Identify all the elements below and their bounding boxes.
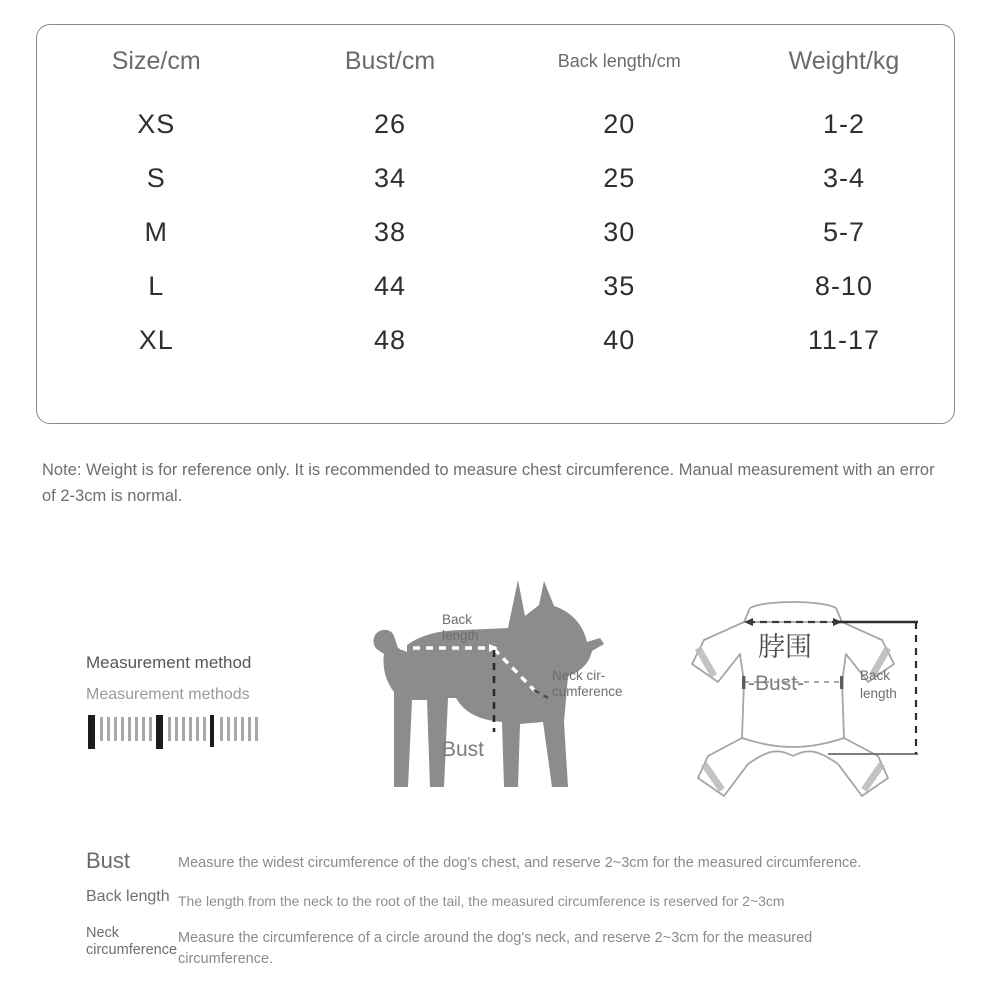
cell-size: M [144,216,168,247]
table-row [37,259,954,313]
definition-term-neck-circumference: Neck circumference [86,925,178,959]
cell-size: S [146,162,166,193]
cell-back-length: 20 [603,108,636,139]
table-row [37,97,954,151]
cell-size: L [148,270,165,301]
column-header-back-length: Back length/cm [557,50,681,71]
table-row [37,151,954,205]
cell-bust: 44 [374,270,407,301]
dog-label-bust: Bust [442,738,485,761]
cell-weight: 5-7 [822,216,865,247]
column-header-size: Size/cm [111,46,201,75]
dog-label-neck-line2: cumference [552,684,623,699]
dog-label-back-length-line1: Back [442,612,473,627]
measurement-method-block [86,652,336,756]
garment-label-bust: -Bust- [748,672,805,695]
dog-measurement-diagram [368,572,630,809]
definition-row-back-length [86,888,876,911]
garment-label-back-length-line2: length [860,686,897,701]
cell-back-length: 25 [603,162,636,193]
table-header-row [37,25,954,97]
table-row [37,313,954,367]
cell-bust: 34 [374,162,407,193]
definition-term-back-length: Back length [86,888,170,906]
cell-back-length: 30 [603,216,636,247]
definition-desc-back-length: The length from the neck to the root of the tail, the measured circumference is reserved for 2~3cm [178,893,785,910]
cell-weight: 11-17 [807,324,880,355]
measurement-method-title: Measurement method [86,653,252,672]
definition-desc-neck-circumference: Measure the circumference of a circle around the dog's neck, and reserve 2~3cm for the measured circumference. [178,930,813,968]
definition-row-bust [86,848,876,874]
cell-size: XS [137,108,176,139]
column-header-bust: Bust/cm [344,46,436,75]
cell-weight: 1-2 [822,108,865,139]
definition-desc-bust: Measure the widest circumference of the dog's chest, and reserve 2~3cm for the measured circumference. [178,855,862,871]
dog-label-neck-line1: Neck cir- [552,668,606,683]
table-row [37,205,954,259]
cell-back-length: 40 [603,324,636,355]
definition-list [86,848,876,984]
garment-label-neck-cjk: 脖围 [758,632,812,663]
cell-bust: 48 [374,324,407,355]
definition-term-bust: Bust [86,848,131,873]
size-table-card [36,24,955,424]
note-text: Note: Weight is for reference only. It is recommended to measure chest circumference. Manual measurement with an error of 2-3cm is normal. [42,461,935,505]
garment-measurement-diagram [682,578,944,815]
column-header-weight: Weight/kg [788,46,900,75]
ruler-icon [86,713,336,756]
cell-bust: 26 [374,108,407,139]
cell-weight: 3-4 [822,162,865,193]
measurement-method-subtitle: Measurement methods [86,686,250,704]
size-table [37,25,954,367]
cell-back-length: 35 [603,270,636,301]
cell-bust: 38 [374,216,407,247]
definition-row-neck-circumference [86,925,876,970]
garment-label-back-length-line1: Back [860,668,891,683]
cell-size: XL [138,324,174,355]
cell-weight: 8-10 [814,270,873,301]
dog-label-back-length-line2: length [442,628,479,643]
